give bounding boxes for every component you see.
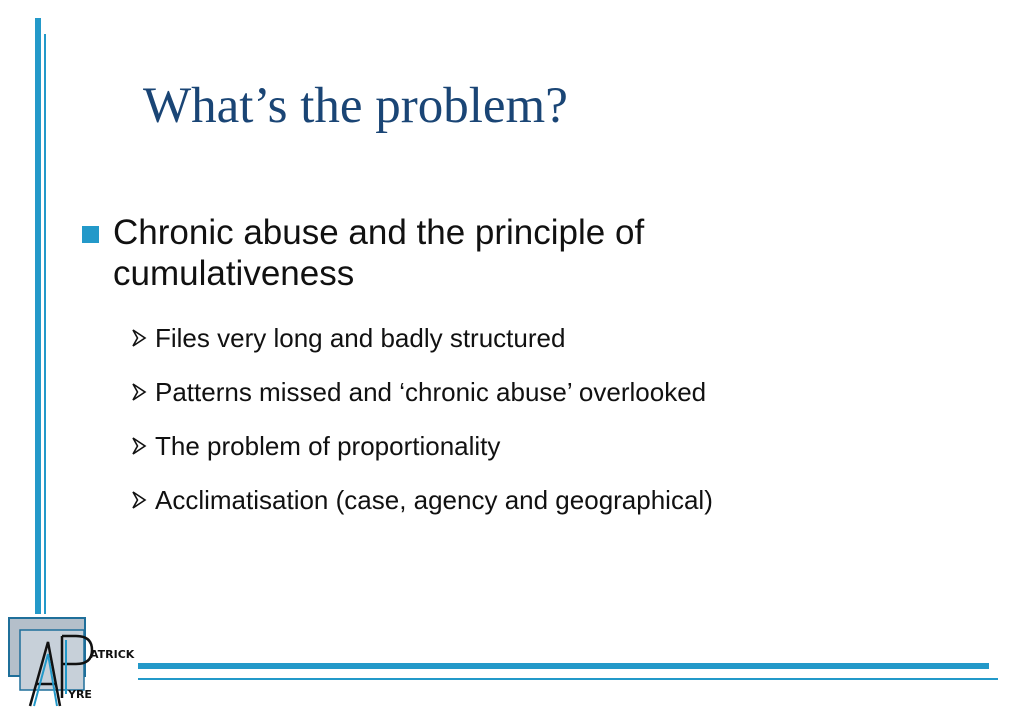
sub-bullet-item [128,376,713,430]
bullet-item [82,212,842,294]
sub-bullet-list [128,322,713,538]
sub-bullet-item [128,322,713,376]
left-accent-bar [35,18,41,614]
bottom-accent-line [138,678,998,680]
logo-word-atrick: ATRICK [90,648,135,661]
arrow-bullet-icon [128,436,148,456]
logo-word-yre: YRE [68,688,92,701]
company-logo [6,614,146,708]
sub-bullet-text: The problem of proportionality [155,431,501,461]
sub-bullet-item [128,484,713,538]
arrow-bullet-icon [128,382,148,402]
sub-bullet-text: Acclimatisation (case, agency and geographical) [155,485,713,515]
arrow-bullet-icon [128,490,148,510]
arrow-bullet-icon [128,328,148,348]
sub-bullet-item [128,430,713,484]
sub-bullet-text: Patterns missed and ‘chronic abuse’ overlooked [155,377,707,407]
sub-bullet-text: Files very long and badly structured [155,323,566,353]
bullet-text: Chronic abuse and the principle of cumulativeness [113,213,645,293]
square-bullet-icon [82,226,99,243]
slide-title: What’s the problem? [143,78,568,134]
bottom-accent-bar [138,663,989,669]
left-accent-line [44,34,46,614]
